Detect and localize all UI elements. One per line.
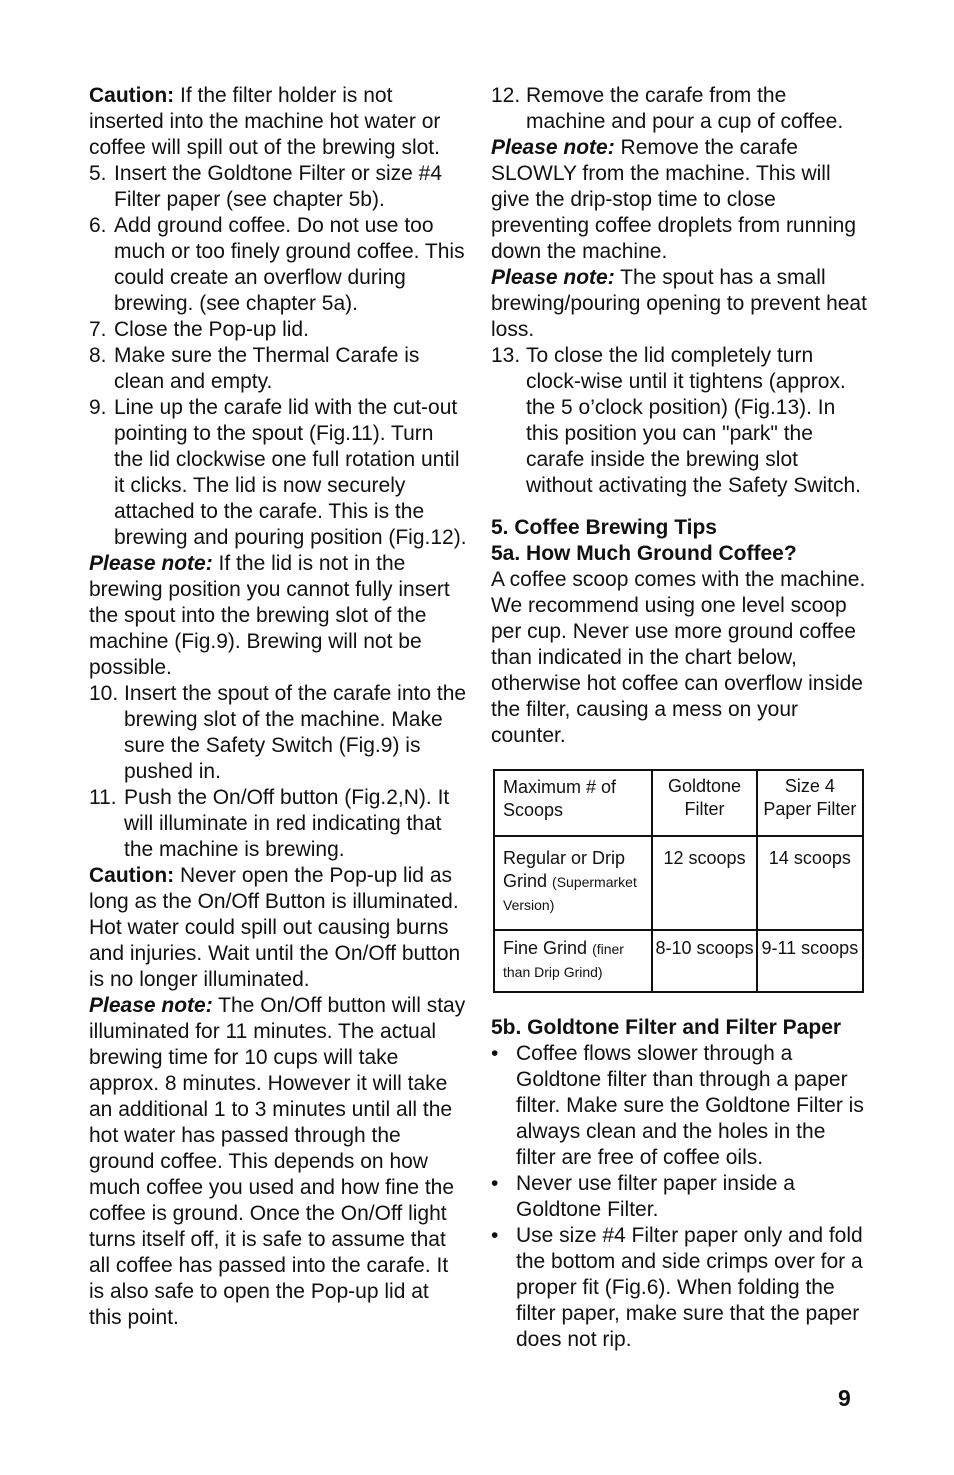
note-text: If the lid is not in the brewing position you cannot fully insert the spout into the brewing slot of the machine (Fig.9). Brewing will not be possible. <box>89 552 450 679</box>
note-paragraph <box>89 551 467 681</box>
page-number: 9 <box>838 1385 851 1411</box>
note-label: Please note: <box>491 266 615 289</box>
step-number: 6. <box>89 214 107 237</box>
bullet-item <box>491 1223 869 1353</box>
bullet-text: Use size #4 Filter paper only and fold the bottom and side crimps over for a proper fit (Fig.6). When folding the filter paper, make sure that the paper does not rip. <box>516 1224 863 1351</box>
step-10 <box>89 681 467 785</box>
step-text: To close the lid completely turn clock-wise until it tightens (approx. the 5 o’clock position) (Fig.13). In this position you can "park" the carafe inside the brewing slot without activating the Safety Switch. <box>526 344 862 497</box>
step-13 <box>491 343 869 499</box>
section-heading: 5. Coffee Brewing Tips <box>491 516 717 539</box>
caution-text: Never open the Pop-up lid as long as the On/Off Button is illuminated. Hot water could spill out causing burns and injuries. Wait until the On/Off button is no longer illuminated. <box>89 864 461 991</box>
note-label: Please note: <box>89 994 213 1017</box>
spacer <box>491 749 869 769</box>
step-11 <box>89 785 467 863</box>
step-number: 12. <box>491 84 521 107</box>
note-text: The On/Off button will stay illuminated for 11 minutes. The actual brewing time for 10 cups will take approx. 8 minutes. However it will take an additional 1 to 3 minutes until all the hot water has passed through the ground coffee. This depends on how much coffee you used and how fine the coffee is ground. Once the On/Off light turns itself off, it is safe to assume that all coffee has passed into the carafe. It is also safe to open the Pop-up lid at this point. <box>89 994 466 1329</box>
left-column <box>89 83 467 1331</box>
table-header-cell: Maximum # of Scoops <box>494 770 652 836</box>
bullet-item <box>491 1171 869 1223</box>
table-header-row <box>494 770 863 836</box>
step-number: 10. <box>89 682 119 705</box>
step-number: 11. <box>89 786 117 809</box>
step-text: Close the Pop-up lid. <box>114 318 309 341</box>
step-6 <box>89 213 467 317</box>
step-9 <box>89 395 467 551</box>
subsection-heading: 5b. Goldtone Filter and Filter Paper <box>491 1016 842 1039</box>
bullet-icon: • <box>491 1172 499 1195</box>
table-cell <box>494 930 652 992</box>
table-row <box>494 930 863 992</box>
caution-label: Caution: <box>89 84 175 107</box>
step-number: 9. <box>89 396 107 419</box>
step-5 <box>89 161 467 213</box>
step-12 <box>491 83 869 135</box>
step-text: Make sure the Thermal Carafe is clean and empty. <box>114 344 420 393</box>
step-text: Insert the Goldtone Filter or size #4 Filter paper (see chapter 5b). <box>114 162 442 211</box>
note-text: The spout has a small brewing/pouring opening to prevent heat loss. <box>491 266 867 341</box>
bullet-icon: • <box>491 1224 499 1247</box>
table-header-cell: Size 4 Paper Filter <box>757 770 863 836</box>
table-cell: 12 scoops <box>652 836 756 930</box>
grind-sublabel: (finer than Drip Grind) <box>503 941 624 980</box>
table-header-cell: Goldtone Filter <box>652 770 756 836</box>
step-text: Line up the carafe lid with the cut-out pointing to the spout (Fig.11). Turn the lid clockwise one full rotation until it clicks. The lid is now securely attached to the carafe. This is the brewing and pouring position (Fig.12). <box>114 396 467 549</box>
table-cell <box>494 836 652 930</box>
spacer <box>491 499 869 515</box>
bullet-text: Never use filter paper inside a Goldtone Filter. <box>516 1172 795 1221</box>
spacer <box>491 993 869 1015</box>
table-cell: 8-10 scoops <box>652 930 756 992</box>
bullet-text: Coffee flows slower through a Goldtone filter than through a paper filter. Make sure the Goldtone Filter is always clean and the holes in the filter are free of coffee oils. <box>516 1042 864 1169</box>
body-paragraph: A coffee scoop comes with the machine. We recommend using one level scoop per cup. Never use more ground coffee than indicated in the chart below, otherwise hot coffee can overflow inside the filter, causing a mess on your counter. <box>491 568 866 747</box>
note-paragraph <box>89 993 467 1331</box>
grind-label: Regular or Drip Grind <box>503 848 626 891</box>
step-8 <box>89 343 467 395</box>
table-row <box>494 836 863 930</box>
grind-sublabel: (Supermarket Version) <box>503 874 637 913</box>
step-text: Remove the carafe from the machine and pour a cup of coffee. <box>526 84 844 133</box>
right-column <box>491 83 869 1353</box>
note-paragraph <box>491 265 869 343</box>
caution-paragraph <box>89 863 467 993</box>
subsection-heading: 5a. How Much Ground Coffee? <box>491 542 797 565</box>
step-number: 8. <box>89 344 107 367</box>
bullet-icon: • <box>491 1042 499 1065</box>
step-text: Add ground coffee. Do not use too much or too finely ground coffee. This could create an overflow during brewing. (see chapter 5a). <box>114 214 465 315</box>
step-number: 5. <box>89 162 107 185</box>
step-text: Insert the spout of the carafe into the brewing slot of the machine. Make sure the Safety Switch (Fig.9) is pushed in. <box>124 682 467 783</box>
table-cell: 9-11 scoops <box>757 930 863 992</box>
step-text: Push the On/Off button (Fig.2,N). It will illuminate in red indicating that the machine is brewing. <box>124 786 450 861</box>
grind-label: Fine Grind <box>503 938 588 958</box>
step-number: 13. <box>491 344 521 367</box>
bullet-item <box>491 1041 869 1171</box>
caution-text: If the filter holder is not inserted into the machine hot water or coffee will spill out of the brewing slot. <box>89 84 441 159</box>
step-number: 7. <box>89 318 107 341</box>
scoops-table <box>493 769 864 993</box>
table-cell: 14 scoops <box>757 836 863 930</box>
note-paragraph <box>491 135 869 265</box>
caution-label: Caution: <box>89 864 175 887</box>
caution-paragraph <box>89 83 467 161</box>
note-label: Please note: <box>89 552 213 575</box>
note-label: Please note: <box>491 136 615 159</box>
note-text: Remove the carafe SLOWLY from the machine. This will give the drip-stop time to close preventing coffee droplets from running down the machine. <box>491 136 856 263</box>
step-7 <box>89 317 467 343</box>
